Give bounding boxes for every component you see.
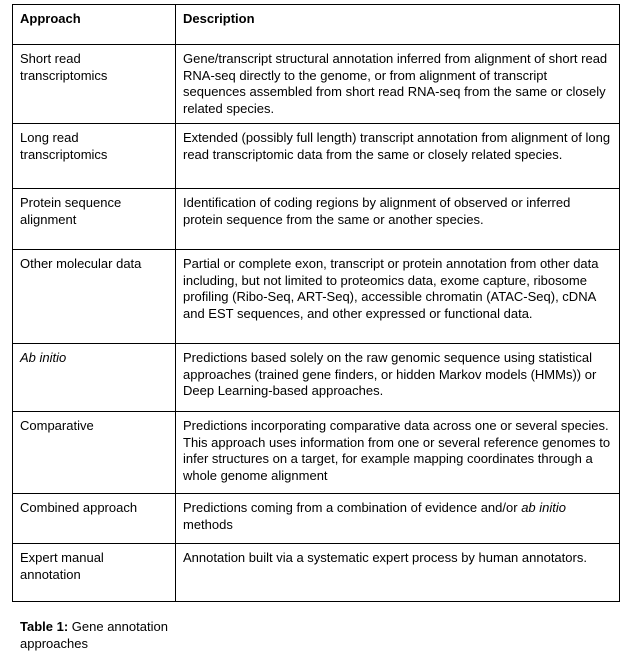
approach-cell: Short read transcriptomics — [13, 45, 176, 124]
description-text: methods — [183, 516, 233, 532]
annotation-approaches-table — [12, 4, 620, 602]
table-header-row — [13, 5, 620, 45]
table-row — [13, 250, 620, 344]
description-cell: Identification of coding regions by alignment of observed or inferred protein sequence from the same or another species. — [176, 189, 620, 250]
table-row — [13, 544, 620, 602]
caption-label: Table 1: — [20, 619, 69, 634]
description-text: Predictions coming from a combination of evidence and/or — [183, 500, 522, 515]
annotation-approaches-table-container — [12, 4, 619, 602]
table-row — [13, 412, 620, 494]
approach-cell: Expert manual annotation — [13, 544, 176, 602]
approach-cell: Protein sequence alignment — [13, 189, 176, 250]
approach-cell: Combined approach — [13, 494, 176, 544]
description-cell: Annotation built via a systematic expert process by human annotators. — [176, 544, 620, 602]
table-caption — [20, 619, 180, 652]
caption-text: Gene annotation approaches — [20, 619, 168, 651]
description-cell: Predictions incorporating comparative data across one or several species. This approach uses information from one or several reference genomes to infer structures on a target, for example mapping coordinates through a whole genome alignment — [176, 412, 620, 494]
table-row — [13, 494, 620, 544]
table-row — [13, 124, 620, 189]
header-description: Description — [176, 5, 620, 45]
description-italic-text: ab initio — [521, 500, 566, 515]
approach-cell: Comparative — [13, 412, 176, 494]
approach-cell: Long read transcriptomics — [13, 124, 176, 189]
table-row — [13, 45, 620, 124]
table-row — [13, 189, 620, 250]
approach-cell: Ab initio — [13, 344, 176, 412]
table-row — [13, 344, 620, 412]
description-cell: Predictions based solely on the raw genomic sequence using statistical approaches (trained gene finders, or hidden Markov models (HMMs)) or Deep Learning-based approaches. — [176, 344, 620, 412]
approach-cell: Other molecular data — [13, 250, 176, 344]
description-cell — [176, 494, 620, 544]
description-cell: Extended (possibly full length) transcript annotation from alignment of long read transcriptomic data from the same or closely related species. — [176, 124, 620, 189]
description-cell: Gene/transcript structural annotation inferred from alignment of short read RNA-seq directly to the genome, or from alignment of transcript sequences assembled from short read RNA-seq from the same or closely related species. — [176, 45, 620, 124]
header-approach: Approach — [13, 5, 176, 45]
description-cell: Partial or complete exon, transcript or protein annotation from other data including, but not limited to proteomics data, exome capture, ribosome profiling (Ribo-Seq, ART-Seq), accessible chromatin (ATAC-Seq), cDNA and EST sequences, and other expressed or functional data. — [176, 250, 620, 344]
